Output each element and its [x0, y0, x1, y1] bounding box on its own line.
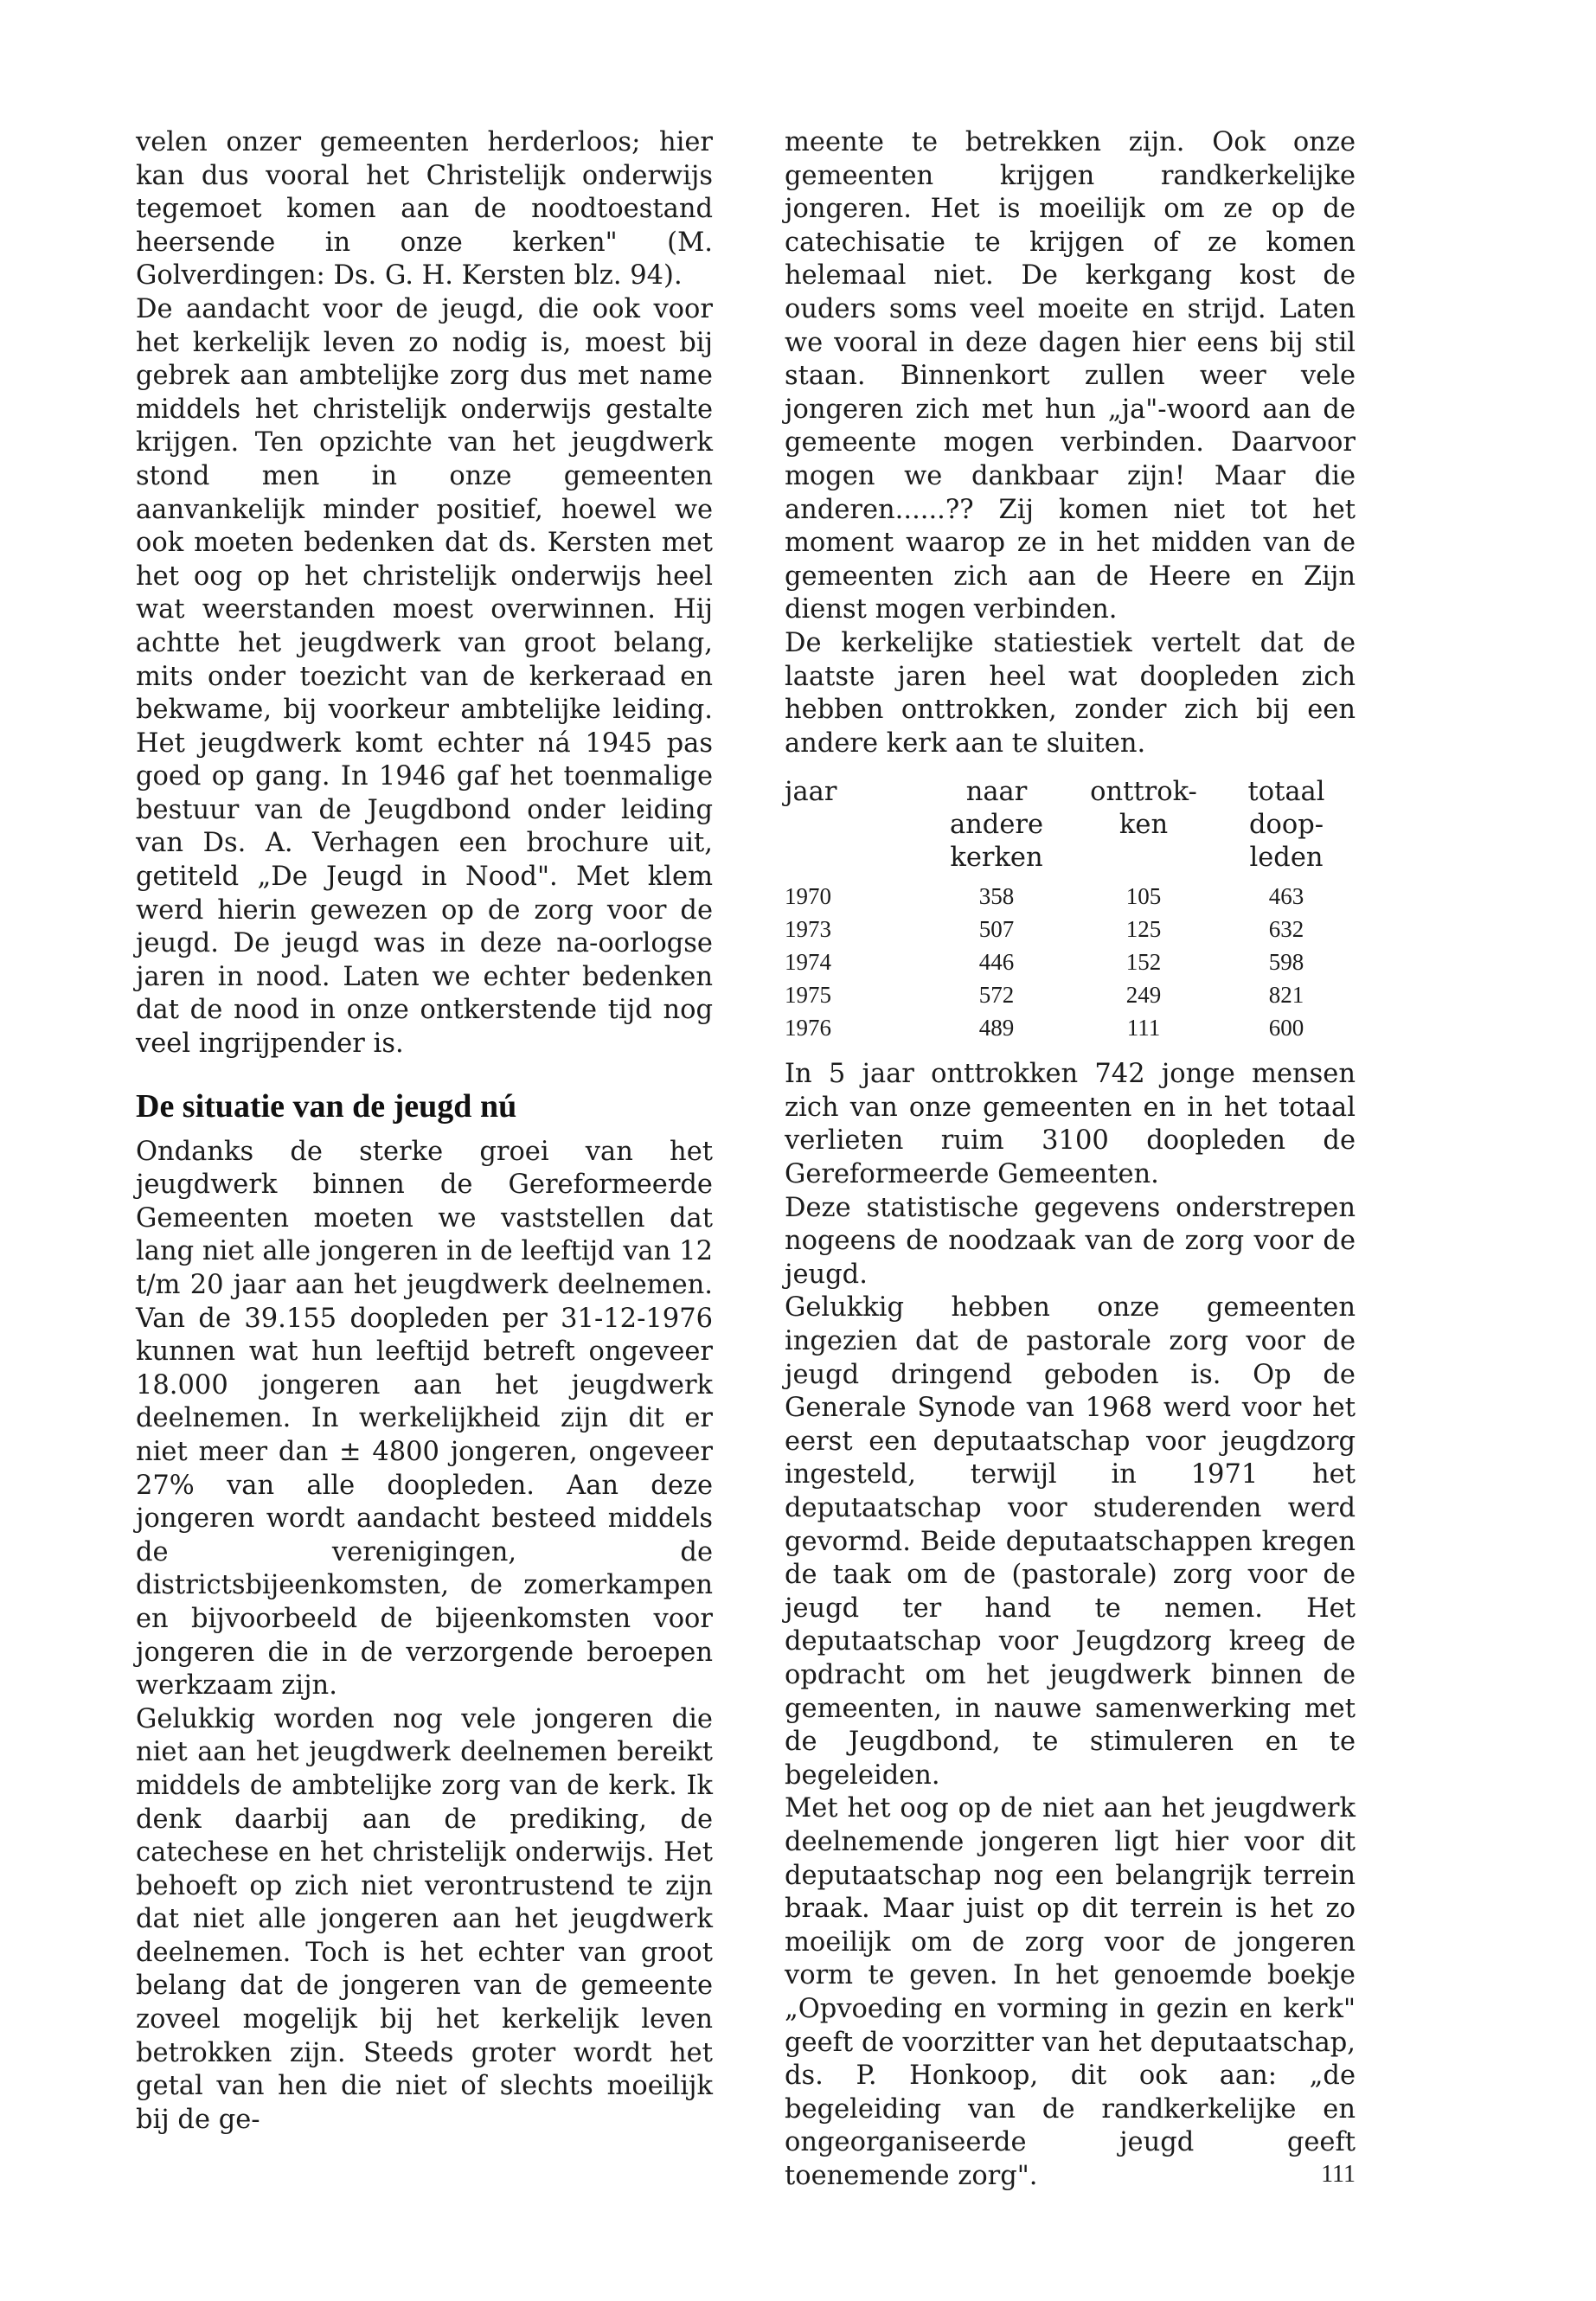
year-cell: 1970: [785, 883, 831, 910]
withdrawn-cell: 125: [1125, 916, 1162, 943]
table-header-row: [785, 842, 1356, 880]
section-heading: De situatie van de jeugd nú: [136, 1087, 517, 1125]
other-churches-cell: 507: [978, 916, 1015, 943]
header-cell: leden: [1249, 843, 1324, 874]
page-number: 111: [1321, 2161, 1356, 2188]
other-churches-cell: 572: [978, 982, 1015, 1009]
table-row: [785, 978, 1356, 1011]
table-row: [785, 1011, 1356, 1044]
withdrawn-cell: 105: [1125, 883, 1162, 910]
header-cell: ken: [1118, 810, 1169, 841]
statistics-table: [785, 776, 1356, 1044]
paragraph: De kerkelijke statiestiek vertelt dat de laatste jaren heel wat doopleden zich hebben onttrokken, zonder zich bij een andere kerk aan te sluiten.: [785, 627, 1356, 759]
year-cell: 1974: [785, 949, 831, 976]
paragraph: Ondanks de sterke groei van het jeugdwerk binnen de Gereformeerde Gemeenten moeten we vaststellen dat lang niet alle jongeren in de leeftijd van 12 t/m 20 jaar aan het jeugdwerk deelnemen. Van de 39.155 doopleden per 31-12-1976 kunnen wat hun leeftijd betreft ongeveer 18.000 jongeren aan het jeugdwerk deelnemen. In werkelijkheid zijn dit er niet meer dan ± 4800 jongeren, ongeveer 27% van alle doopleden. Aan deze jongeren wordt aandacht besteed middels de verenigingen, de districtsbijeenkomsten, de zomerkampen en bijvoorbeeld de bijeenkomsten voor jongeren die in de verzorgende beroepen werkzaam zijn.: [136, 1136, 713, 1702]
paragraph: Gelukkig hebben onze gemeenten ingezien dat de pastorale zorg voor de jeugd dringend geboden is. Op de Generale Synode van 1968 werd voor het eerst een deputaatschap voor jeugdzorg ingesteld, terwijl in 1971 het deputaatschap voor studerenden werd gevormd. Beide deputaatschappen kregen de taak om de (pastorale) zorg voor de jeugd ter hand te nemen. Het deputaatschap voor Jeugdzorg kreeg de opdracht om het jeugdwerk binnen de gemeenten, in nauwe samenwerking met de Jeugdbond, te stimuleren en te begeleiden.: [785, 1292, 1356, 1791]
paragraph: Deze statistische gegevens onderstrepen nogeens de noodzaak van de zorg voor de jeugd.: [785, 1192, 1356, 1290]
header-cell: [785, 809, 923, 842]
total-cell: 598: [1268, 949, 1304, 976]
right-column: [785, 126, 1356, 2193]
paragraph: De aandacht voor de jeugd, die ook voor het kerkelijk leven zo nodig is, moest bij gebrek aan ambtelijke zorg dus met name middels het christelijk onderwijs gestalte krijgen. Ten opzichte van het jeugdwerk stond men in onze gemeenten aanvankelijk minder positief, hoewel we ook moeten bedenken dat ds. Kersten met het oog op het christelijk onderwijs heel wat weerstanden moest overwinnen. Hij achtte het jeugdwerk van groot belang, mits onder toezicht van de kerkeraad en bekwame, bij voorkeur ambtelijke leiding. Het jeugdwerk komt echter ná 1945 pas goed op gang. In 1946 gaf het toenmalige bestuur van de Jeugdbond onder leiding van Ds. A. Verhagen een brochure uit, getiteld „De Jeugd in Nood". Met klem werd hierin gewezen op de zorg voor de jeugd. De jeugd was in deze na-oorlogse jaren in nood. Laten we echter bedenken dat de nood in onze ontkerstende tijd nog veel ingrijpender is.: [136, 293, 713, 1060]
withdrawn-cell: 152: [1125, 949, 1162, 976]
total-cell: 600: [1268, 1015, 1304, 1042]
header-cell: totaal: [1247, 777, 1325, 808]
paragraph: velen onzer gemeenten herderloos; hier kan dus vooral het Christelijk onderwijs tegemoet komen aan de noodtoestand heersende in onze kerken" (M. Golverdingen: Ds. G. H. Kersten blz. 94).: [136, 127, 713, 292]
header-cell: naar: [965, 777, 1028, 808]
withdrawn-cell: 111: [1126, 1015, 1161, 1042]
paragraph: Gelukkig worden nog vele jongeren die niet aan het jeugdwerk deelnemen bereikt middels de ambtelijke zorg van de kerk. Ik denk daarbij aan de prediking, de catechese en het christelijk onderwijs. Het behoeft op zich niet verontrustend te zijn dat niet alle jongeren aan het jeugdwerk deelnemen. Toch is het echter van groot belang dat de jongeren van de gemeente zoveel mogelijk bij het kerkelijk leven betrokken zijn. Steeds groter wordt het getal van hen die niet of slechts moeilijk bij de ge-: [136, 1703, 713, 2135]
table-row: [785, 913, 1356, 945]
left-column: [136, 126, 713, 2137]
table-header-row: [785, 776, 1356, 809]
header-cell: onttrok-: [1090, 777, 1197, 808]
year-cell: 1973: [785, 916, 831, 943]
header-cell: jaar: [785, 777, 837, 808]
header-cell: [785, 842, 923, 880]
other-churches-cell: 489: [978, 1015, 1015, 1042]
table-row: [785, 945, 1356, 978]
withdrawn-cell: 249: [1125, 982, 1162, 1009]
total-cell: 821: [1268, 982, 1304, 1009]
table-header-row: [785, 809, 1356, 842]
year-cell: 1975: [785, 982, 831, 1009]
table-row: [785, 880, 1356, 913]
other-churches-cell: 358: [978, 883, 1015, 910]
other-churches-cell: 446: [978, 949, 1015, 976]
header-cell: doop-: [1248, 810, 1324, 841]
header-cell: kerken: [950, 843, 1043, 874]
year-cell: 1976: [785, 1015, 831, 1042]
paragraph: Met het oog op de niet aan het jeugdwerk deelnemende jongeren ligt hier voor dit deputaatschap nog een belangrijk terrein braak. Maar juist op dit terrein is het zo moeilijk om de zorg voor de jongeren vorm te geven. In het genoemde boekje „Opvoeding en vorming in gezin en kerk" geeft de voorzitter van het deputaatschap, ds. P. Honkoop, dit ook aan: „de begeleiding van de randkerkelijke en ongeorganiseerde jeugd geeft toenemende zorg".: [785, 1793, 1356, 2191]
header-cell: andere: [949, 810, 1044, 841]
total-cell: 632: [1268, 916, 1304, 943]
header-cell: [1070, 842, 1217, 880]
paragraph: In 5 jaar onttrokken 742 jonge mensen zich van onze gemeenten en in het totaal verlieten ruim 3100 doopleden de Gereformeerde Gemeenten.: [785, 1059, 1356, 1190]
paragraph: meente te betrekken zijn. Ook onze gemeenten krijgen randkerkelijke jongeren. Het is moeilijk om ze op de catechisatie te krijgen of ze komen helemaal niet. De kerkgang kost de ouders soms veel moeite en strijd. Laten we vooral in deze dagen hier eens bij stil staan. Binnenkort zullen weer vele jongeren zich met hun „ja"-woord aan de gemeente mogen verbinden. Daarvoor mogen we dankbaar zijn! Maar die anderen......?? Zij komen niet tot het moment waarop ze in het midden van de gemeenten zich aan de Heere en Zijn dienst mogen verbinden.: [785, 127, 1356, 625]
total-cell: 463: [1268, 883, 1304, 910]
